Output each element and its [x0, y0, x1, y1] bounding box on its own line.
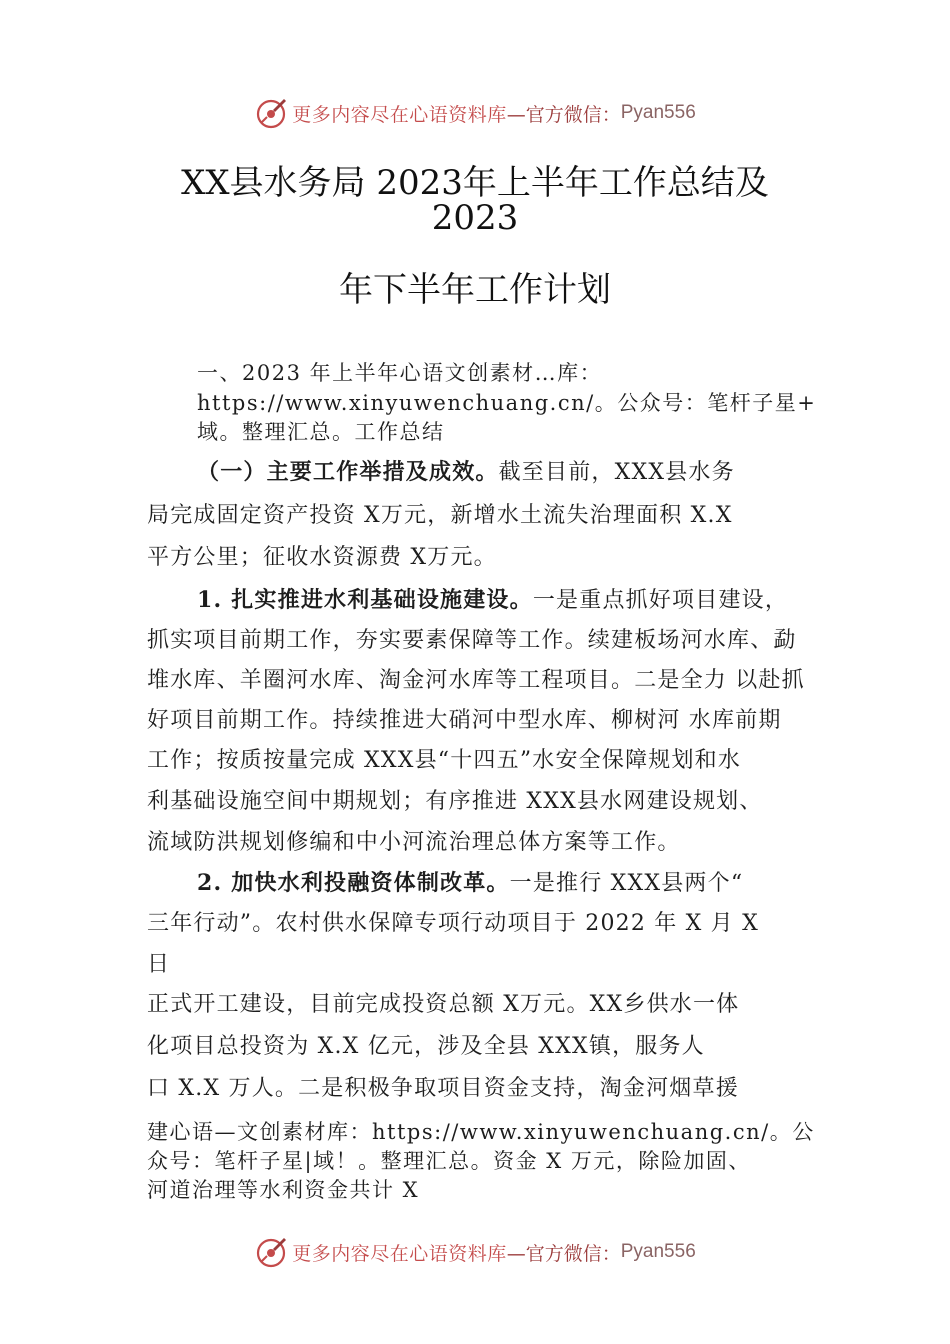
paragraph-2-line6: 口 X.X 万人。二是积极争取项目资金支持，淘金河烟草援: [147, 1076, 739, 1101]
pen-logo-icon: [254, 96, 288, 130]
item-number-2: 2.: [197, 870, 232, 896]
paragraph-1-line4: 好项目前期工作。持续推进大硝河中型水库、柳树河 水库前期: [147, 708, 782, 733]
item-heading-infrastructure: 扎实推进水利基础设施建设。: [231, 587, 533, 613]
paragraph-1-line1: [197, 583, 788, 614]
banner-main-text: 更多内容尽在心语资料库: [292, 103, 507, 126]
banner-wechat-id: Pyan556: [620, 1241, 696, 1262]
item-number-1: 1.: [197, 587, 232, 613]
bottom-banner: [0, 1232, 950, 1272]
summary-text: 截至目前，XXX县水务: [498, 460, 735, 485]
paragraph-2-line3: 日: [147, 952, 171, 977]
banner-main-text: 更多内容尽在心语资料库: [292, 1242, 507, 1265]
paragraph-2-line2: 三年行动”。农村供水保障专项行动项目于 2022 年 X 月 X: [147, 911, 759, 936]
doc-title-line1: XX县水务局 2023年上半年工作总结及: [181, 163, 769, 203]
paragraph-summary-line1: [197, 455, 735, 486]
pen-logo-icon: [254, 1235, 288, 1269]
section-heading-url-line: https://www.xinyuwenchuang.cn/。公众号：笔杆子星+: [197, 391, 817, 415]
inserted-ad-line3: 河道治理等水利资金共计 X: [147, 1178, 420, 1202]
doc-title-line3: 年下半年工作计划: [339, 270, 611, 310]
item-heading-financing: 加快水利投融资体制改革。: [231, 870, 510, 896]
doc-title-line2: 2023: [431, 198, 519, 238]
inserted-ad-line2: 众号：笔杆子星|域！。整理汇总。资金 X 万元，除险加固、: [147, 1149, 751, 1173]
paragraph-2-line4: 正式开工建设，目前完成投资总额 X万元。XX乡供水一体: [147, 992, 740, 1017]
paragraph-1-line7: 流域防洪规划修编和中小河流治理总体方案等工作。: [147, 830, 681, 855]
paragraph-1-line2: 抓实项目前期工作，夯实要素保障等工作。续建板场河水库、勐: [147, 628, 797, 653]
top-banner: [0, 93, 950, 133]
paragraph-summary-line2: 局完成固定资产投资 X万元，新增水土流失治理面积 X.X: [147, 503, 733, 528]
section-heading-end-line: 域。整理汇总。工作总结: [197, 420, 445, 444]
item-text: 一是推行 XXX县两个“: [509, 871, 744, 896]
paragraph-2-line1: [197, 866, 743, 897]
paragraph-summary-line3: 平方公里；征收水资源费 X万元。: [147, 545, 497, 570]
paragraph-1-line3: 堆水库、羊圈河水库、淘金河水库等工程项目。二是全力 以赴抓: [147, 668, 805, 693]
subheading-main-measures: （一）主要工作举措及成效。: [197, 459, 499, 485]
paragraph-1-line6: 利基础设施空间中期规划；有序推进 XXX县水网建设规划、: [147, 789, 763, 814]
banner-mid-text: —官方微信：: [506, 1242, 621, 1265]
paragraph-1-line5: 工作；按质按量完成 XXX县“十四五”水安全保障规划和水: [147, 748, 742, 773]
banner-wechat-id: Pyan556: [620, 102, 696, 123]
inserted-ad-line1: 建心语—文创素材库：https://www.xinyuwenchuang.cn/。公: [147, 1120, 815, 1144]
item-text: 一是重点抓好项目建设，: [532, 588, 789, 613]
paragraph-2-line5: 化项目总投资为 X.X 亿元，涉及全县 XXX镇，服务人: [147, 1034, 705, 1059]
banner-mid-text: —官方微信：: [506, 103, 621, 126]
section-heading-line: 一、2023 年上半年心语文创素材…库：: [197, 361, 603, 385]
